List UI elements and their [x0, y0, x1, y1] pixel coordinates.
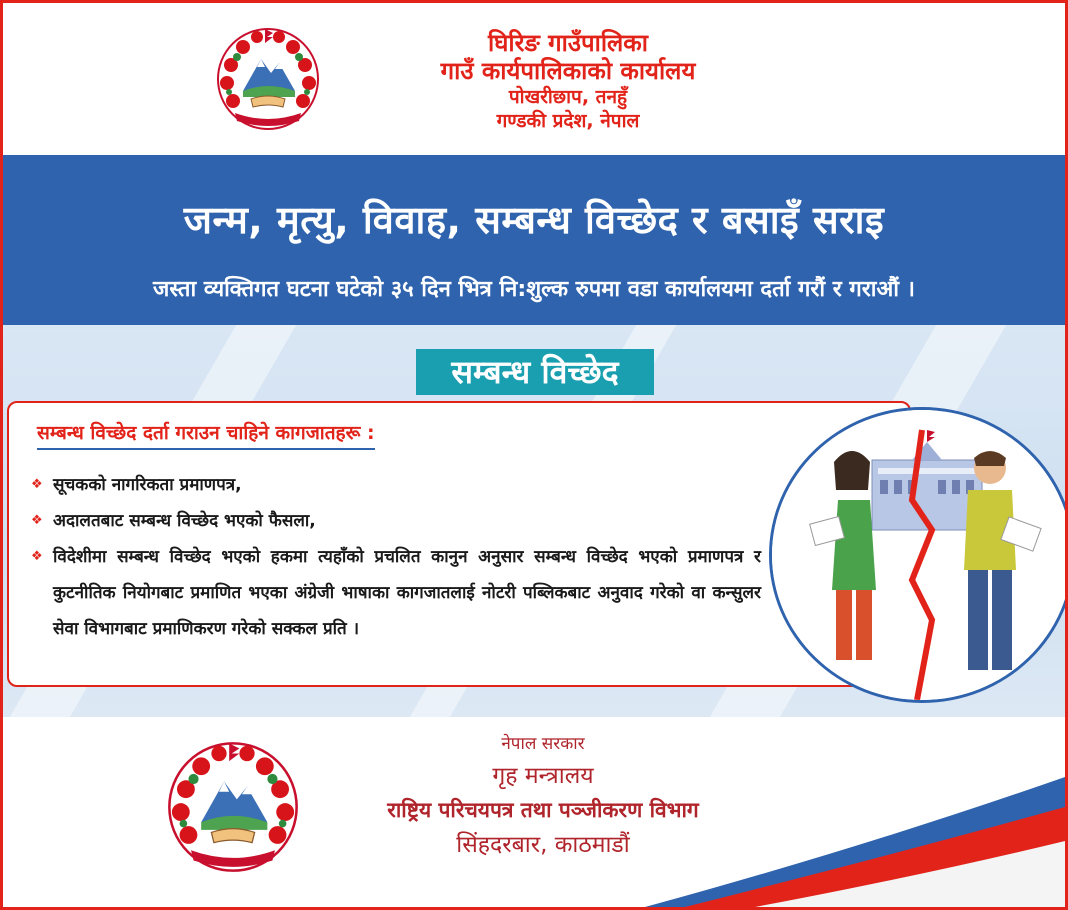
government-name: नेपाल सरकार [501, 734, 585, 754]
headline-title: जन्म, मृत्यु, विवाह, सम्बन्ध विच्छेद र बसाइँ सराइ [183, 198, 885, 242]
requirements-list [31, 467, 761, 647]
province-country: गण्डकी प्रदेश, नेपाल [496, 110, 640, 132]
ministry-name: गृह मन्त्रालय [492, 763, 594, 789]
nepal-emblem-icon [213, 25, 323, 133]
list-item-text: सूचकको नागरिकता प्रमाणपत्र, [53, 475, 242, 495]
list-item [31, 539, 761, 647]
department-name: राष्ट्रिय परिचयपत्र तथा पञ्जीकरण विभाग [387, 798, 699, 822]
card-title: सम्बन्ध विच्छेद दर्ता गराउन चाहिने कागजातहरू : [37, 419, 375, 450]
list-item [31, 503, 761, 539]
content-section [3, 325, 1065, 717]
decorative-swoosh [645, 757, 1065, 907]
office-name: गाउँ कार्यपालिकाको कार्यालय [440, 57, 696, 85]
header [3, 3, 1065, 155]
list-item-text: विदेशीमा सम्बन्ध विच्छेद भएको हकमा त्यहाँको प्रचलित कानुन अनुसार सम्बन्ध विच्छेद भएको प्रमाणपत्र र कुटनीतिक नियोगबाट प्रमाणित भएका अंग्रेजी भाषाका कागजातलाई नोटरी पब्लिकबाट अनुवाद गरेको वा कन्सुलर सेवा विभागबाट प्रमाणिकरण गरेको सक्कल प्रति । [53, 547, 761, 639]
footer [3, 717, 1065, 907]
diamond-bullet-icon: ❖ [31, 549, 43, 564]
couple-illustration-icon [772, 410, 1068, 700]
office-address: पोखरीछाप, तनहुँ [508, 86, 628, 108]
list-item [31, 467, 761, 503]
department-address: सिंहदरबार, काठमाडौं [456, 832, 630, 858]
nepal-emblem-icon [163, 737, 303, 877]
diamond-bullet-icon: ❖ [31, 513, 43, 528]
divorce-illustration [769, 407, 1068, 703]
office-title [323, 29, 813, 133]
headline-subtitle: जस्ता व्यक्तिगत घटना घटेको ३५ दिन भित्र नि:शुल्क रुपमा वडा कार्यालयमा दर्ता गरौं र गराऔं । [153, 277, 915, 302]
headline-band [3, 155, 1065, 325]
diamond-bullet-icon: ❖ [31, 477, 43, 492]
municipality-name: घिरिङ गाउँपालिका [488, 29, 648, 57]
list-item-text: अदालतबाट सम्बन्ध विच्छेद भएको फैसला, [53, 511, 316, 531]
section-tag: सम्बन्ध विच्छेद [416, 349, 654, 395]
